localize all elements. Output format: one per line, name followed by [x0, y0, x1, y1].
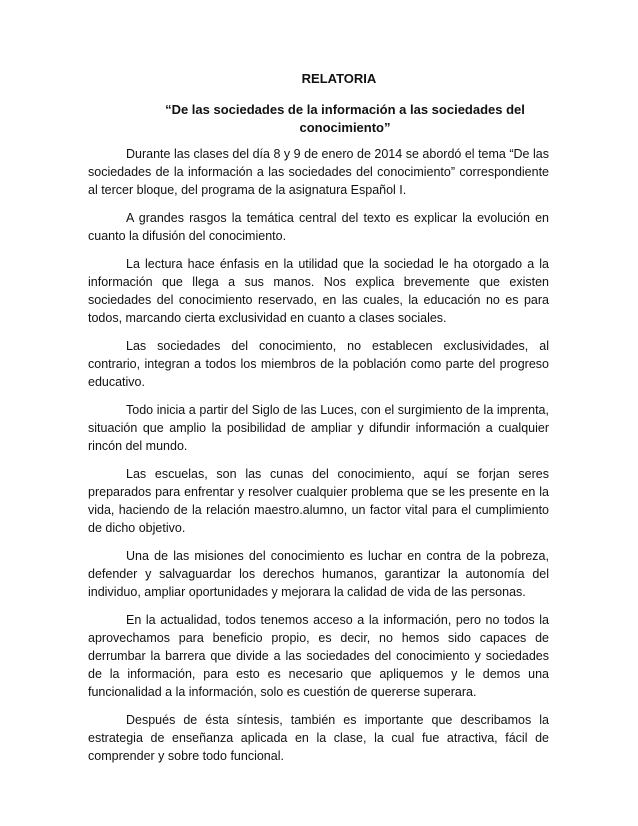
paragraph: Después de ésta síntesis, también es importante que describamos la estrategia de enseñanza aplicada en la clase, la cual fue atractiva, fácil de comprender y sobre todo funcional.: [88, 713, 549, 763]
document-subtitle: “De las sociedades de la información a las sociedades del conocimiento”: [165, 102, 525, 135]
paragraph: Una de las misiones del conocimiento es luchar en contra de la pobreza, defender y salvaguardar los derechos humanos, garantizar la autonomía del individuo, ampliar oportunidades y mejorara la calidad de vida de las personas.: [88, 549, 549, 599]
paragraph: Durante las clases del día 8 y 9 de enero de 2014 se abordó el tema “De las sociedades de la información a las sociedades del conocimiento” correspondiente al tercer bloque, del programa de la asignatura Español I.: [88, 147, 549, 197]
paragraph: En la actualidad, todos tenemos acceso a la información, pero no todos la aprovechamos para beneficio propio, es decir, no hemos sido capaces de derrumbar la barrera que divide a las sociedades del conocimiento y sociedades de la información, para esto es necesario que apliquemos y le demos una funcionalidad a la información, solo es cuestión de quererse superara.: [88, 613, 549, 699]
document-body: [88, 145, 549, 775]
paragraph: Las escuelas, son las cunas del conocimiento, aquí se forjan seres preparados para enfrentar y resolver cualquier problema que se les presente en la vida, haciendo de la relación maestro.alumno, un factor vital para el cumplimiento de dicho objetivo.: [88, 467, 549, 535]
paragraph: Las sociedades del conocimiento, no establecen exclusividades, al contrario, integran a todos los miembros de la población como parte del progreso educativo.: [88, 339, 549, 389]
document-title: RELATORIA: [301, 71, 377, 86]
paragraph: La lectura hace énfasis en la utilidad que la sociedad le ha otorgado a la información que llega a sus manos. Nos explica brevemente que existen sociedades del conocimiento reservado, en las cuales, la educación no es para todos, marcando cierta exclusividad en cuanto a clases sociales.: [88, 257, 549, 325]
paragraph: A grandes rasgos la temática central del texto es explicar la evolución en cuanto la difusión del conocimiento.: [88, 211, 549, 243]
paragraph: Todo inicia a partir del Siglo de las Luces, con el surgimiento de la imprenta, situación que amplio la posibilidad de ampliar y difundir información a cualquier rincón del mundo.: [88, 403, 549, 453]
